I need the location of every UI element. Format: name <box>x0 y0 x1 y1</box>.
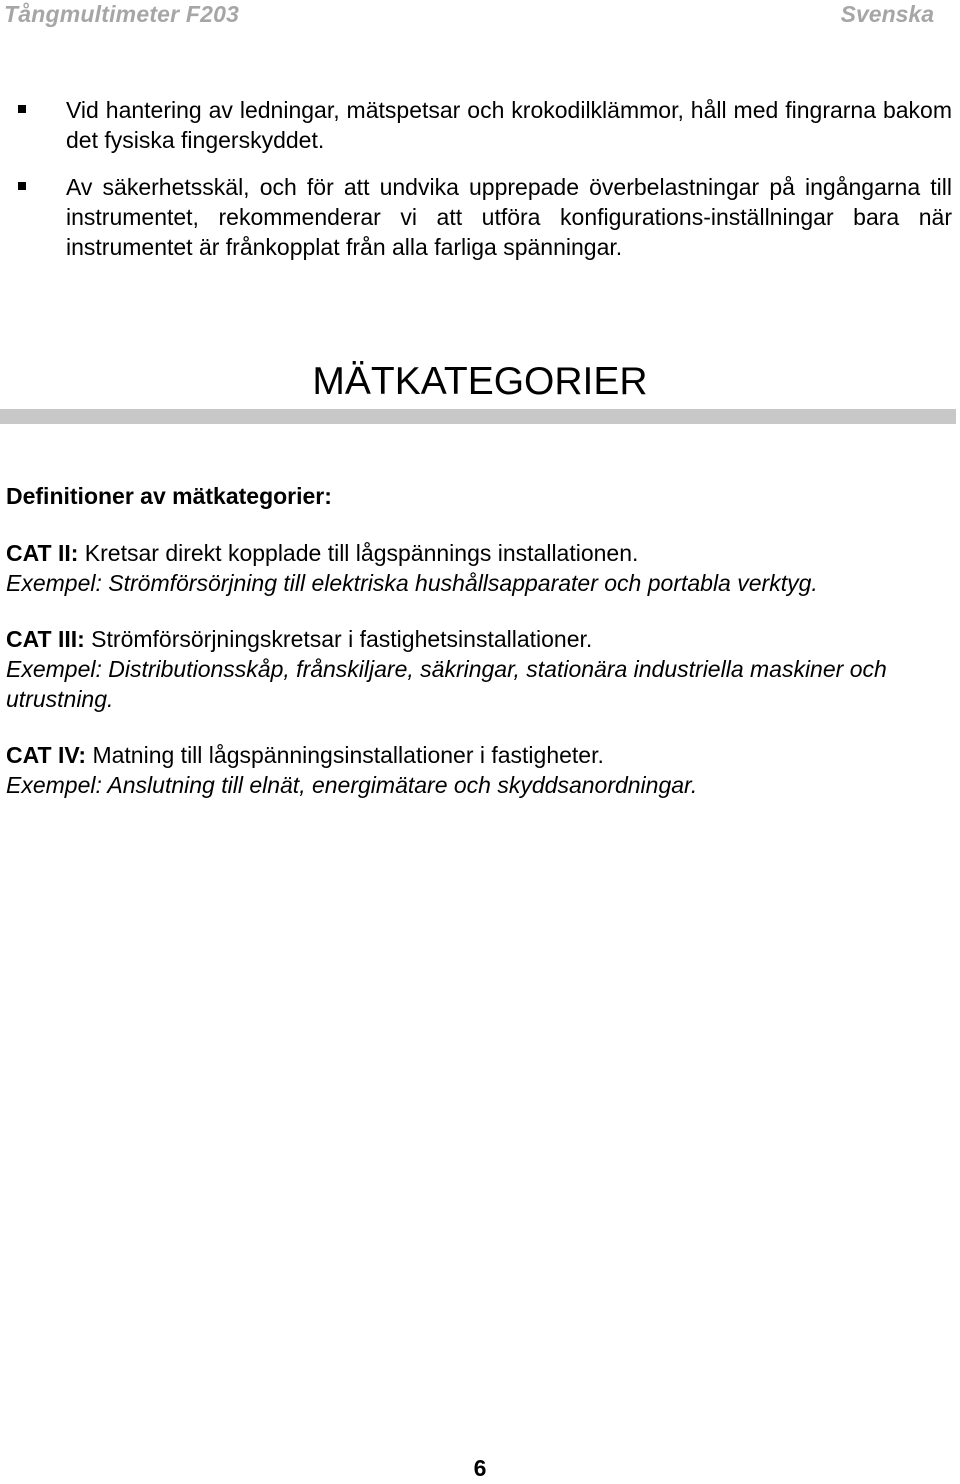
bullet-text: Vid hantering av ledningar, mätspetsar och krokodilklämmor, håll med fingrarna bakom det fysiska fingerskyddet. <box>66 97 952 153</box>
category-label: CAT II: <box>6 540 79 566</box>
definitions-heading: Definitioner av mätkategorier: <box>6 483 332 509</box>
category-block <box>6 740 956 800</box>
document-title: Tångmultimeter F203 <box>4 1 240 27</box>
category-line <box>6 624 956 654</box>
category-block <box>6 538 956 598</box>
bullet-item <box>18 172 952 262</box>
safety-bullet-list <box>18 95 952 279</box>
bullet-text: Av säkerhetsskäl, och för att undvika upprepade överbelastningar på ingångarna till instrumentet, rekommenderar vi att utföra konfigurations-inställningar bara när instrumentet är frånkopplat från alla farliga spänningar. <box>66 174 952 260</box>
square-bullet-icon <box>18 182 26 190</box>
category-block <box>6 624 956 714</box>
section-content <box>6 481 956 826</box>
category-description: Kretsar direkt kopplade till lågspännings installationen. <box>78 540 639 566</box>
category-description: Matning till lågspänningsinstallationer i fastigheter. <box>86 742 604 768</box>
category-example: Exempel: Strömförsörjning till elektriska hushållsapparater och portabla verktyg. <box>6 570 818 596</box>
category-label: CAT III: <box>6 626 85 652</box>
page-header <box>0 0 960 30</box>
category-line <box>6 538 956 568</box>
page-number: 6 <box>473 1455 487 1481</box>
category-label: CAT IV: <box>6 742 87 768</box>
category-line <box>6 740 956 770</box>
category-example: Exempel: Anslutning till elnät, energimätare och skyddsanordningar. <box>6 772 698 798</box>
section-title: MÄTKATEGORIER <box>312 360 648 403</box>
language-label: Svenska <box>840 1 934 27</box>
category-example: Exempel: Distributionsskåp, frånskiljare, säkringar, stationära industriella maskiner och utrustning. <box>6 656 887 712</box>
bullet-item <box>18 95 952 155</box>
square-bullet-icon <box>18 105 26 113</box>
section-divider <box>0 409 956 424</box>
category-description: Strömförsörjningskretsar i fastighetsinstallationer. <box>84 626 593 652</box>
